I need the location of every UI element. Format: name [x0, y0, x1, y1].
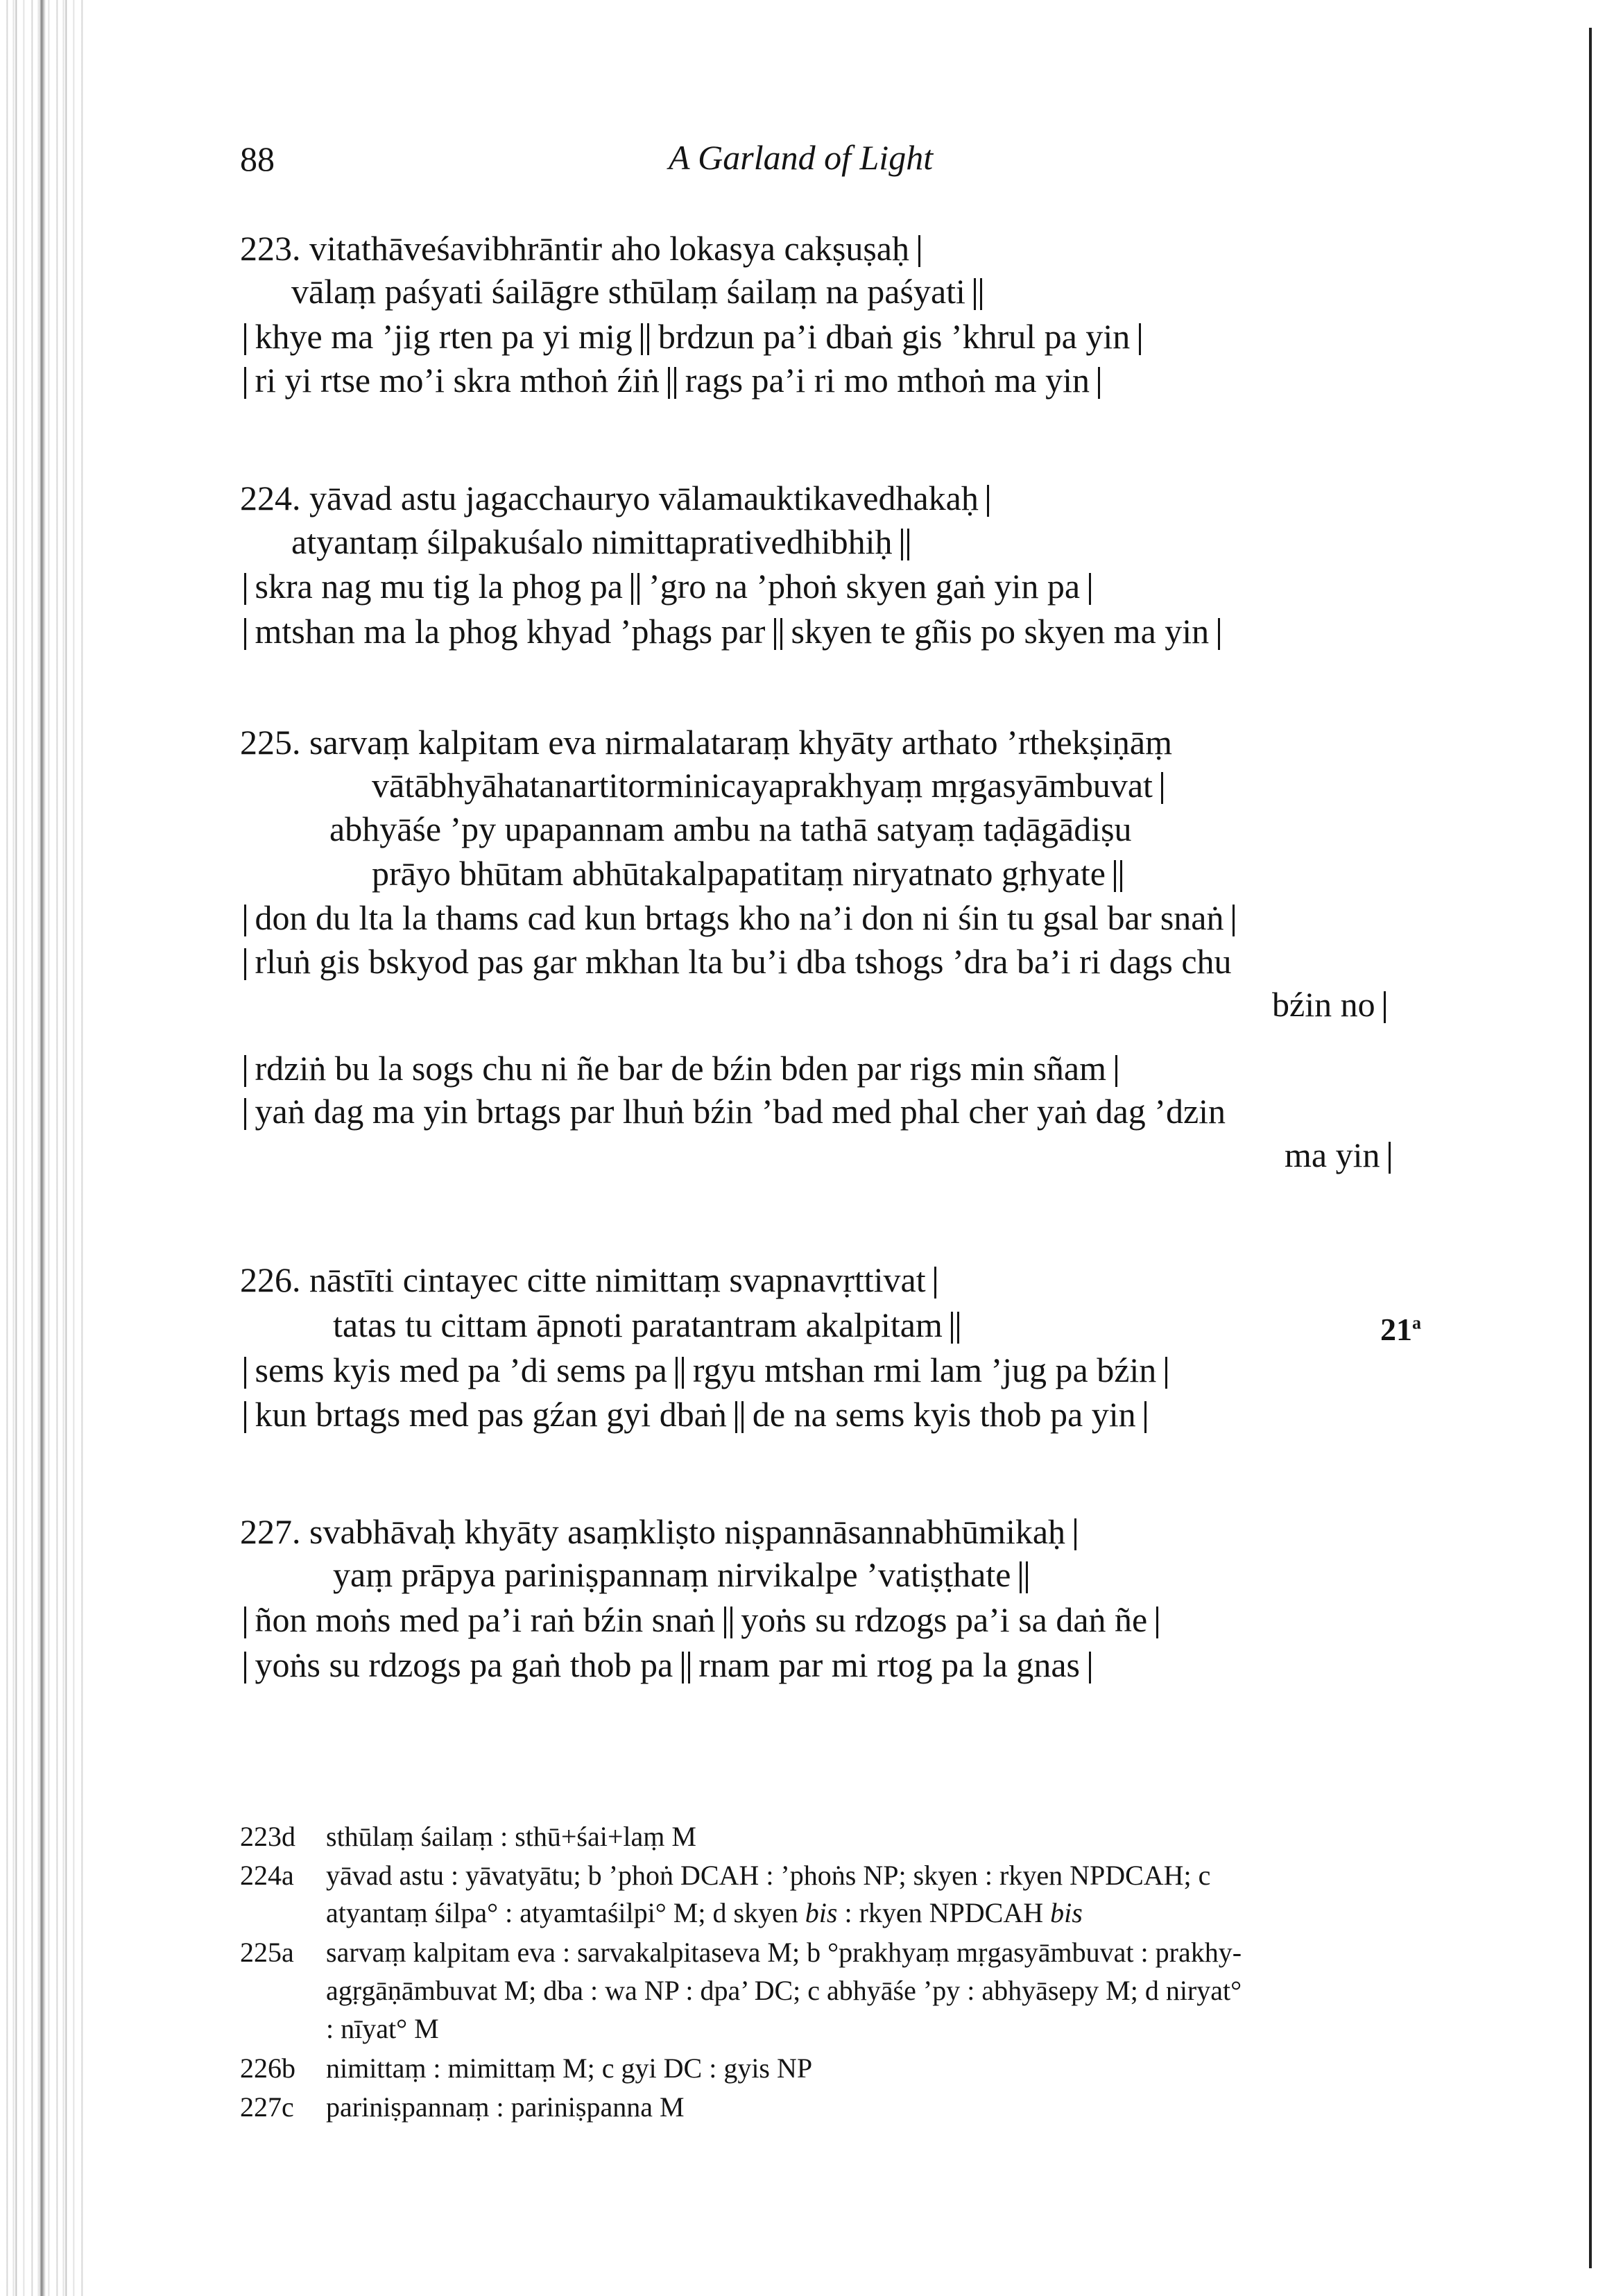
double-danda [735, 1401, 744, 1433]
double-danda [1020, 1561, 1028, 1593]
verse-225-line-8b-text: ma yin [1285, 1136, 1380, 1174]
danda [244, 1098, 246, 1130]
danda [1074, 1518, 1076, 1550]
verse-225-line-2 [372, 768, 1163, 804]
danda [1089, 573, 1091, 605]
danda [918, 235, 920, 267]
verse-225-line-5 [244, 900, 1235, 936]
verse-227-line-4 [244, 1647, 1091, 1684]
double-danda [676, 1357, 684, 1389]
verse-225-line-6b-text: bźin no [1272, 985, 1375, 1024]
danda [244, 905, 246, 936]
verse-227-line-4a: yoṅs su rdzogs pa gaṅ thob pa [255, 1645, 673, 1684]
verse-225-line-8 [244, 1094, 1226, 1130]
footnote-italic: bis [1050, 1897, 1083, 1928]
danda [244, 367, 246, 399]
footnote-text: nimittaṃ : mimittaṃ M; c gyi DC : gyis NP [326, 2053, 813, 2084]
danda [1233, 905, 1235, 936]
verse-223-line-4b: rags pa’i ri mo mthoṅ ma yin [685, 361, 1090, 400]
verse-223-line-1-text: 223. vitathāveśavibhrāntir aho lokasya cakṣuṣaḥ [240, 229, 909, 268]
verse-224-line-4a: mtshan ma la phog khyad ’phags par [255, 612, 766, 651]
verse-225-line-6-text: rluṅ gis bskyod pas gar mkhan lta bu’i dba tshogs ’dra ba’i ri dags chu [255, 942, 1232, 981]
verse-225-line-7-text: rdziṅ bu la sogs chu ni ñe bar de bźin bden par rigs min sñam [255, 1049, 1106, 1088]
double-danda [682, 1652, 690, 1684]
verse-224-line-1 [240, 481, 989, 517]
footnote-italic: bis [805, 1897, 838, 1928]
verse-223-line-3b: brdzun pa’i dbaṅ gis ’khrul pa yin [658, 317, 1131, 356]
verse-226-line-1 [240, 1262, 936, 1299]
verse-225-line-7 [244, 1051, 1117, 1087]
danda [244, 1607, 246, 1638]
verse-224-line-2-text: atyantaṃ śilpakuśalo nimittaprativedhibhiḥ [291, 522, 893, 561]
verse-225-line-6b [1272, 987, 1386, 1023]
danda [1098, 367, 1100, 399]
verse-225-line-2-text: vātābhyāhatanartitorminicayaprakhyaṃ mṛgasyāmbuvat [372, 766, 1153, 805]
double-danda [724, 1607, 732, 1638]
verse-225-line-8-text: yaṅ dag ma yin brtags par lhuṅ bźin ’bad med phal cher yaṅ dag ’dzin [255, 1092, 1226, 1131]
verse-225-line-4 [372, 856, 1122, 892]
verse-225-line-3-text: abhyāśe ’py upapannam ambu na tathā satyaṃ taḍāgādiṣu [329, 809, 1132, 848]
binding-gutter-shadow [39, 0, 46, 2296]
danda [1156, 1607, 1158, 1638]
footnote-text-continuation: : nīyat° M [326, 2013, 439, 2044]
footnote-text-continuation [326, 1899, 1083, 1927]
footnote-text: yāvad astu : yāvatyātu; b ’phoṅ DCAH : ’phoṅs NP; skyen : rkyen NPDCAH; c [326, 1860, 1211, 1891]
page-edge-line [1589, 28, 1592, 2268]
double-danda [641, 323, 649, 355]
danda [244, 1652, 246, 1684]
danda [244, 323, 246, 355]
verse-227-line-2-text: yaṃ prāpya pariniṣpannaṃ nirvikalpe ’vatiṣṭhate [333, 1555, 1011, 1594]
verse-223-line-4 [244, 363, 1100, 399]
verse-226-line-3 [244, 1353, 1167, 1389]
double-danda [951, 1312, 959, 1344]
verse-225-line-8b [1285, 1138, 1391, 1174]
double-danda [974, 278, 982, 310]
folio-number: 21 [1380, 1312, 1412, 1347]
verse-223-line-1 [240, 231, 920, 267]
danda [244, 948, 246, 980]
footnote-text-part: atyantaṃ śilpa° : atyamtaśilpi° M; d skyen [326, 1897, 805, 1928]
danda [244, 1401, 246, 1433]
verse-227-line-3a: ñon moṅs med pa’i raṅ bźin snaṅ [255, 1600, 716, 1639]
danda [1165, 1357, 1167, 1389]
verse-226-line-2 [333, 1305, 959, 1344]
verse-224-line-4b: skyen te gñis po skyen ma yin [791, 612, 1210, 651]
verse-225-line-1-text: 225. sarvaṃ kalpitam eva nirmalataraṃ khyāty arthato ’rthekṣiṇāṃ [240, 723, 1172, 762]
footnote-text: pariniṣpannaṃ : pariniṣpanna M [326, 2091, 685, 2123]
danda [1389, 1142, 1391, 1174]
danda [934, 1267, 936, 1299]
footnote-text-continuation: agṛgāṇāmbuvat M; dba : wa NP : dpa’ DC; c abhyāśe ’py : abhyāsepy M; d niryat° [326, 1975, 1242, 2006]
verse-225-line-4-text: prāyo bhūtam abhūtakalpapatitaṃ niryatnato gṛhyate [372, 854, 1106, 893]
verse-223-line-3 [244, 319, 1141, 355]
verse-224-line-3 [244, 569, 1091, 605]
footnote-text: sarvaṃ kalpitam eva : sarvakalpitaseva M; b °prakhyaṃ mṛgasyāmbuvat : prakhy- [326, 1937, 1242, 1968]
verse-224-line-1-text: 224. yāvad astu jagacchauryo vālamauktikavedhakaḥ [240, 479, 979, 517]
footnote-text: sthūlaṃ śailaṃ : sthū+śai+laṃ M [326, 1821, 696, 1852]
folio-side: a [1412, 1312, 1421, 1333]
verse-226-line-4a: kun brtags med pas gźan gyi dbaṅ [255, 1395, 727, 1434]
verse-223-line-4a: ri yi rtse mo’i skra mthoṅ źiṅ [255, 361, 660, 400]
verse-226-line-1-text: 226. nāstīti cintayec citte nimittaṃ svapnavṛttivat [240, 1260, 926, 1299]
danda [1144, 1401, 1147, 1433]
verse-224-line-3b: ’gro na ’phoṅ skyen gaṅ yin pa [648, 567, 1081, 606]
footnote-label: 227c [240, 2091, 294, 2123]
verse-223-line-2 [291, 274, 982, 310]
danda [987, 485, 989, 517]
page-number: 88 [240, 139, 275, 178]
verse-223-line-3a: khye ma ’jig rten pa yi mig [255, 317, 633, 356]
danda [1218, 618, 1220, 650]
danda [244, 573, 246, 605]
verse-225-line-6 [244, 944, 1232, 980]
footnote-label: 226b [240, 2053, 295, 2084]
danda [244, 1055, 246, 1087]
danda [1139, 323, 1141, 355]
verse-226-line-4 [244, 1397, 1147, 1433]
verse-227-line-3 [244, 1602, 1158, 1638]
verse-225-line-1 [240, 725, 1172, 760]
double-danda [668, 367, 676, 399]
verse-223-line-2-text: vālaṃ paśyati śailāgre sthūlaṃ śailaṃ na paśyati [291, 272, 965, 311]
footnote-label: 225a [240, 1937, 294, 1968]
verse-227-line-1-text: 227. svabhāvaḥ khyāty asaṃkliṣto niṣpannāsannabhūmikaḥ [240, 1512, 1066, 1551]
double-danda [1114, 860, 1122, 892]
verse-224-line-3a: skra nag mu tig la phog pa [255, 567, 623, 606]
footnote-text-part: : rkyen NPDCAH [837, 1897, 1051, 1928]
double-danda [901, 529, 909, 560]
danda [244, 1357, 246, 1389]
running-title: A Garland of Light [669, 138, 934, 177]
verse-227-line-3b: yoṅs su rdzogs pa’i sa daṅ ñe [741, 1600, 1148, 1639]
danda [1115, 1055, 1117, 1087]
danda [1384, 991, 1386, 1023]
verse-226-line-3a: sems kyis med pa ’di sems pa [255, 1351, 667, 1389]
folio-marker [1380, 1311, 1421, 1348]
danda [1089, 1652, 1091, 1684]
verse-225-line-5-text: don du lta la thams cad kun brtags kho na’i don ni śin tu gsal bar snaṅ [255, 898, 1224, 937]
danda [244, 618, 246, 650]
verse-225-line-3 [329, 809, 1132, 848]
double-danda [631, 573, 639, 605]
verse-226-line-2-text: tatas tu cittam āpnoti paratantram akalpitam [333, 1305, 943, 1344]
verse-224-line-4 [244, 614, 1220, 650]
verse-226-line-3b: rgyu mtshan rmi lam ’jug pa bźin [692, 1351, 1157, 1389]
verse-227-line-2 [333, 1557, 1028, 1593]
verse-227-line-1 [240, 1514, 1076, 1550]
verse-226-line-4b: de na sems kyis thob pa yin [752, 1395, 1136, 1434]
footnote-label: 224a [240, 1860, 294, 1891]
danda [1161, 772, 1163, 804]
verse-224-line-2 [291, 524, 909, 560]
footnote-label: 223d [240, 1821, 295, 1852]
verse-227-line-4b: rnam par mi rtog pa la gnas [698, 1645, 1081, 1684]
double-danda [774, 618, 782, 650]
